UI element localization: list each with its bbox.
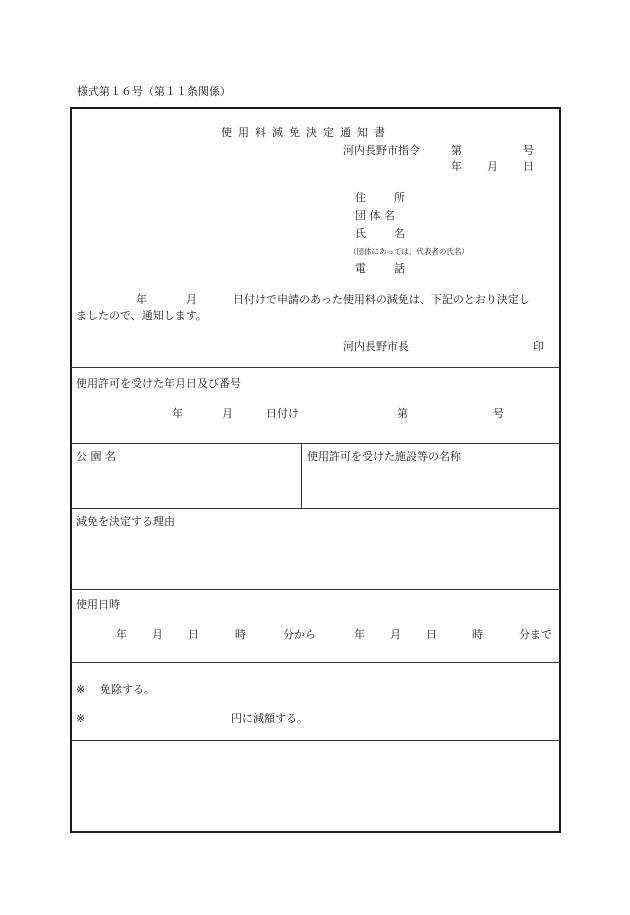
group-representative-note: （団体にあっては、代表者の氏名）: [349, 247, 469, 256]
request-year: 年: [136, 293, 147, 306]
permit-number-suffix: 号: [493, 407, 504, 420]
decision-mark-1: ※: [76, 683, 86, 696]
notice-date-day: 日: [523, 160, 534, 173]
permit-heading: 使用許可を受けた年月日及び番号: [76, 377, 241, 390]
usage-to-month: 月: [390, 628, 401, 641]
decision-mark-2: ※: [76, 712, 86, 725]
issuer-ref-label: 河内長野市指令: [343, 144, 420, 157]
reason-heading: 減免を決定する理由: [76, 515, 175, 528]
divider-park: [70, 508, 561, 509]
notice-body-line1: 日付けで申請のあった使用料の減免は、下記のとおり決定し: [233, 293, 530, 306]
issuer-number-suffix: 号: [523, 144, 534, 157]
usage-from-minute: 分から: [283, 628, 316, 641]
notice-title: 使用料減免決定通知書: [221, 126, 391, 139]
divider-permit: [70, 443, 561, 444]
permit-day-suffix: 日付け: [266, 407, 299, 420]
usage-from-month: 月: [152, 628, 163, 641]
usage-to-hour: 時: [472, 628, 483, 641]
group-name-label: 団 体 名: [355, 209, 395, 222]
usage-from-year: 年: [116, 628, 127, 641]
decision-reduce-option: 円に減額する。: [231, 712, 308, 725]
usage-from-hour: 時: [235, 628, 246, 641]
permit-number-prefix: 第: [397, 407, 408, 420]
form-frame: [70, 107, 561, 833]
name-label: 氏 名: [355, 227, 407, 240]
notice-date-year: 年: [451, 160, 462, 173]
park-name-label: 公 園 名: [76, 450, 116, 463]
mayor-label: 河内長野市長: [343, 340, 409, 353]
notice-date-month: 月: [487, 160, 498, 173]
usage-to-day: 日: [426, 628, 437, 641]
permit-month: 月: [222, 407, 233, 420]
divider-decision: [70, 740, 561, 741]
divider-notice: [70, 367, 561, 368]
facility-name-label: 使用許可を受けた施設等の名称: [307, 450, 461, 463]
usage-to-minute: 分まで: [519, 628, 552, 641]
notice-body-line2: ましたので、通知します。: [76, 309, 207, 322]
usage-to-year: 年: [354, 628, 365, 641]
phone-label: 電 話: [355, 262, 407, 275]
usage-from-day: 日: [188, 628, 199, 641]
divider-reason: [70, 589, 561, 590]
divider-usage: [70, 662, 561, 663]
permit-year: 年: [172, 407, 183, 420]
decision-exempt-option: 免除する。: [100, 683, 155, 696]
usage-heading: 使用日時: [76, 598, 120, 611]
issuer-number-prefix: 第: [451, 144, 462, 157]
form-number: 様式第１６号（第１１条関係）: [77, 85, 231, 98]
address-label: 住 所: [355, 191, 407, 204]
divider-park-vertical: [301, 443, 302, 508]
request-month: 月: [186, 293, 197, 306]
seal-label: 印: [533, 340, 544, 353]
